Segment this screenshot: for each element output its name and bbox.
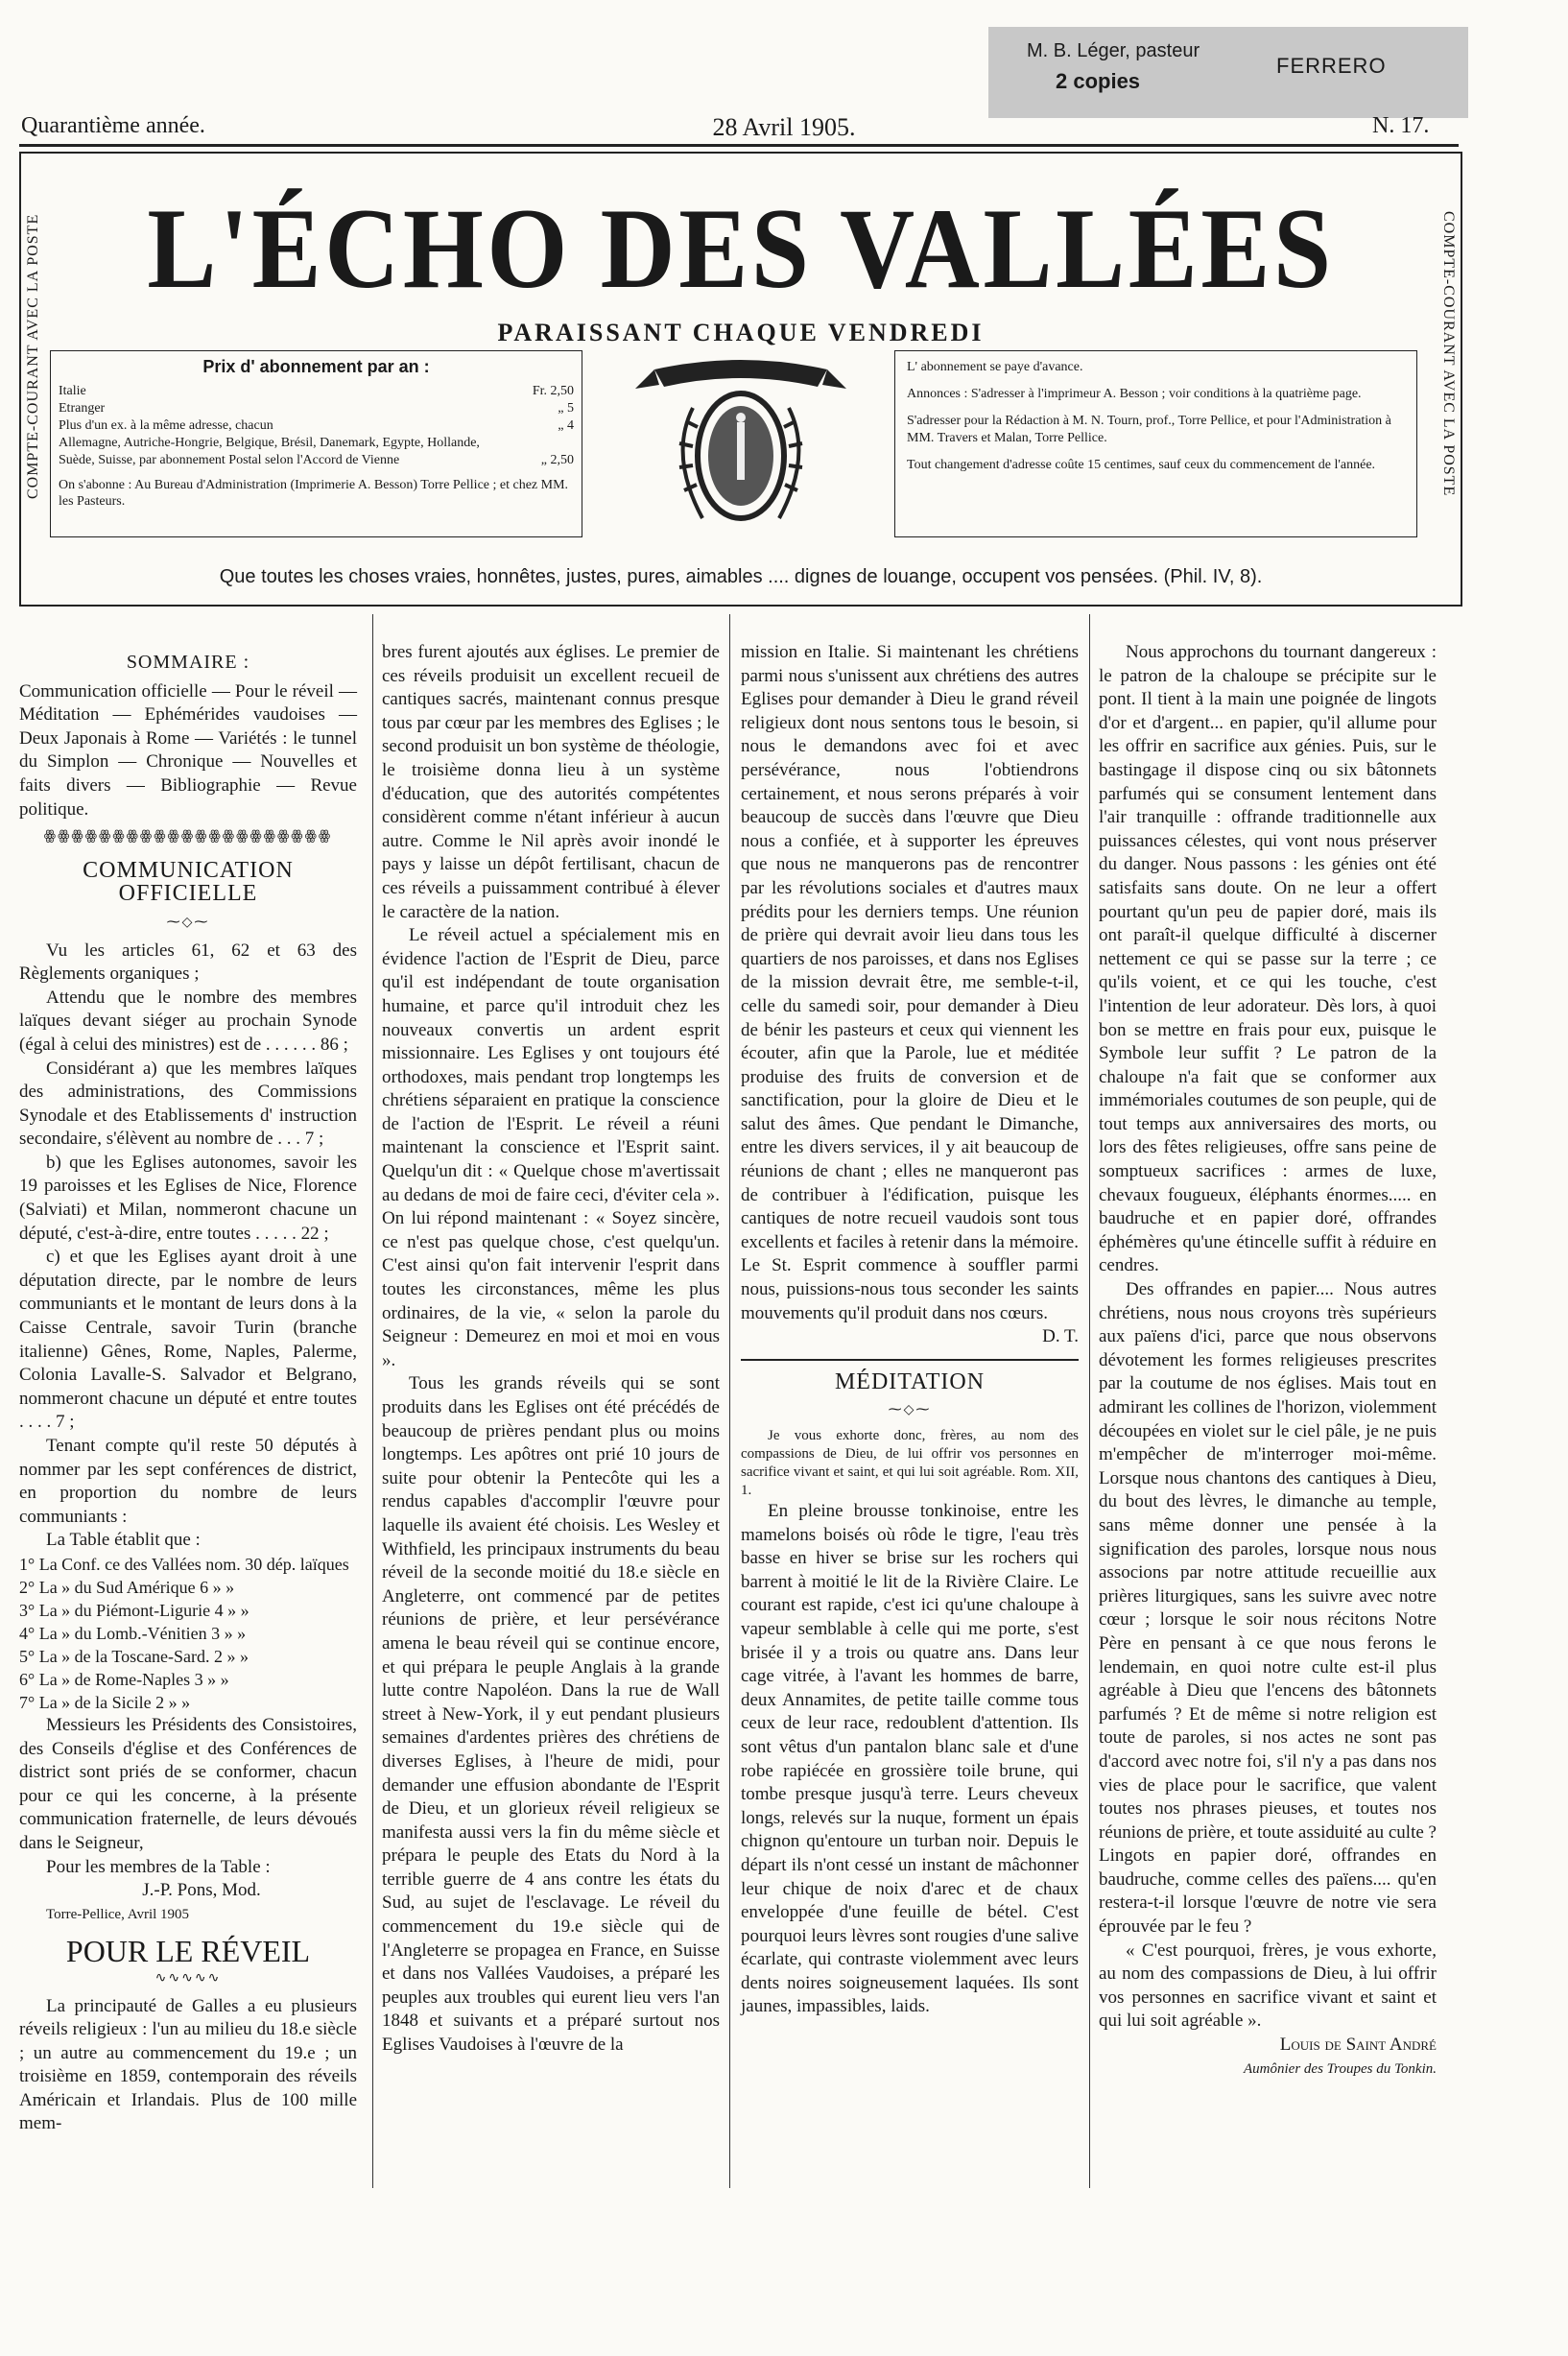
header-rule <box>19 144 1459 147</box>
waldensian-emblem-icon <box>616 350 866 542</box>
price-row: Etranger „ 5 <box>59 401 574 416</box>
paragraph: La principauté de Galles a eu plusieurs réveils religieux : l'un au milieu du 18.e siècle ; un autre au commencement du 19.e ; un troisième en 1859, contemporain des réveils Américain et Irlandais. Plus de 100 mille mem- <box>19 1995 357 2134</box>
masthead <box>19 152 1462 607</box>
signature: D. T. <box>1042 1326 1079 1347</box>
article-title: COMMUNICATION OFFICIELLE <box>83 857 294 907</box>
info-line: Annonces : S'adresser à l'imprimeur A. Besson ; voir conditions à la quatrième page. <box>907 387 1362 401</box>
paragraph: Attendu que le nombre des membres laïques devant siéger au prochain Synode (égal à celui des ministres) est de . . . . . . 86 ; <box>19 987 357 1055</box>
paragraph: Des offrandes en papier.... Nous autres chrétiens, nous nous croyons très supérieurs aux païens d'ici, parce que nous observons dévotement les formes religieuses prescrites par la coutume de nos églises. Mais tout en admirant les collines de l'horizon, violemment découpées en violet sur le ciel pâle, je ne puis m'empêcher de m'interroger moi-même. Lorsque nous chantons des cantiques à Dieu, du bout des lèvres, le dimanche au temple, sans même donner une pensée à la signification des paroles, lorsque nous nous associons par notre attitude recueillie aux prières liturgiques, sans les suivre avec notre cœur ; lorsque le soir nous récitons Notre Père en pensant à ce que nous ferons le lendemain, en quoi notre culte est-il plus agréable à Dieu que l'encens des bâtonnets parfumés ? Et de même si notre religion est toute de paroles, si nos actes ne sont pas d'accord avec notre foi, s'il n'y a pas dans nos vies de place pour le sacrifice, que valent toutes nos phrases pieuses, et toutes nos réunions de prière, et toute assiduité au culte ? Lingots en papier doré, offrandes en baudruche, comme celles des païens.... qu'en restera-t-il lorsque l'œuvre de notre vie sera éprouvée par le feu ? <box>1099 1279 1437 1938</box>
side-label-right: COMPTE-COURANT AVEC LA POSTE <box>1440 211 1457 497</box>
year-label: Quarantième année. <box>21 113 205 138</box>
newspaper-subtitle: PARAISSANT CHAQUE VENDREDI <box>497 319 985 346</box>
stamp-recipient: M. B. Léger, pasteur <box>1027 40 1200 61</box>
paragraph: La Table établit que : <box>46 1530 201 1551</box>
signature-date: Torre-Pellice, Avril 1905 <box>46 1906 190 1922</box>
table-row: 4° La » du Lomb.-Vénitien 3 » » <box>19 1623 247 1643</box>
subscription-heading: Prix d' abonnement par an : <box>202 357 430 376</box>
article-title: MÉDITATION <box>834 1368 986 1394</box>
paragraph: mission en Italie. Si maintenant les chrétiens parmi nous s'unissent aux chrétiens des autres Eglises pour demander à Dieu le grand réveil religieux dont nous sentons tous le besoin, si nous le demandons avec foi et avec persévérance, nous l'obtiendrons certainement, et nous serons préparés à voir beaucoup de succès dans l'œuvre que Dieu nous a confiée, et à supporter les épreuves que nous ne manquerons pas de rencontrer par les révolutions sociales et d'autres maux prédits pour les derniers temps. Une réunion de prière qui devrait avoir lieu dans tous les quartiers de nos paroisses, et dans nos Eglises de la mission devrait être, me semble-t-il, celle du samedi soir, pour demander à Dieu de bénir les pasteurs et ceux qui viennent les écouter, afin que la Parole, lue et méditée produise des fruits de conversion et de sanctification, pour la gloire de Dieu et le salut des âmes. Que pendant le Dimanche, entre les divers services, il y ait beaucoup de réunions de chant ; elles ne manqueront pas de contribuer à l'édification, puisque les cantiques de notre recueil vaudois sont tous excellents et faciles à retenir dans la mémoire. Le St. Esprit commence à souffler parmi nous, puissions-nous tous seconder les saints mouvements qu'il produit dans nos cœurs. <box>741 642 1079 1323</box>
ornament-divider: ∿∿∿∿∿ <box>154 1970 222 1986</box>
info-line: Tout changement d'adresse coûte 15 centimes, sauf ceux du commencement de l'année. <box>907 458 1376 472</box>
price-row: Italie Fr. 2,50 <box>59 384 574 398</box>
info-box <box>894 350 1417 537</box>
paragraph: b) que les Eglises autonomes, savoir les 19 paroisses et les Eglises de Nice, Florence (Salviati) et Milan, nommeront chacune un député, c'est-à-dire, entre toutes . . . . . 22 ; <box>19 1152 357 1244</box>
address-stamp <box>988 27 1468 118</box>
column-2 <box>382 641 720 2058</box>
divider <box>741 1359 1079 1361</box>
ornament-divider: ꙮꙮꙮꙮꙮꙮꙮꙮꙮꙮꙮꙮꙮꙮꙮꙮꙮꙮꙮꙮꙮ <box>43 829 333 845</box>
paragraph: Tous les grands réveils qui se sont produits dans les Eglises ont été précédés de beaucoup de prières pendant plus ou moins longtemps. Les apôtres ont prié 10 jours de suite pour obtenir la Pentecôte qui les a rendus capables d'accomplir l'œuvre pour laquelle ils avaient été choisis. Les Wesley et Withfield, les principaux instruments du beau réveil de la seconde moitié du 18.e siècle en Angleterre, ont commencé par de petites réunions de prière, et leur persévérance amena le beau réveil qui se continue encore, et qui prépara le peuple Anglais à la grande lutte contre Napoléon. Dans la rue de Wall street à New-York, il y eut pendant plusieurs semaines d'ardentes prières des chrétiens de diverses Eglises, à l'heure de midi, pour demander une effusion abondante de l'Esprit de Dieu, et un glorieux réveil religieux se manifesta aussi vers la fin du même siècle et prépara le peuple des Etats du Nord à la terrible guerre de 4 ans contre les états du Sud, au sujet de l'esclavage. Le réveil du commencement du 19.e siècle qui de l'Angleterre se propagea en France, en Suisse et dans nos Vallées Vaudoises, a préparé les peuples aux troubles qui eurent lieu vers l'an 1848 et suivants et a préparé surtout nos Eglises Vaudoises à l'œuvre de la <box>382 1373 720 2056</box>
paragraph: Considérant a) que les membres laïques des administrations, des Commissions Synodale et des Etablissements d' instruction secondaire, s'élèvent au nombre de . . . 7 ; <box>19 1058 357 1150</box>
motto: Que toutes les choses vraies, honnêtes, justes, pures, aimables .... dignes de louange, occupent vos pensées. (Phil. IV, 8). <box>219 566 1263 587</box>
table-row: 6° La » de Rome-Naples 3 » » <box>19 1669 229 1689</box>
paragraph: Messieurs les Présidents des Consistoires, des Conseils d'église et des Conférences de district sont priés de se conformer, chacun pour ce qui les concerne, à la présente communication fraternelle, de leurs dévoués dans le Seigneur, <box>19 1714 357 1853</box>
paragraph: En pleine brousse tonkinoise, entre les mamelons boisés où rôde le tigre, l'eau très basse en hiver se brise sur les rochers qui barrent à moitié le lit de la Rivière Claire. Le courant est rapide, c'est ici qu'une chaloupe à vapeur semblable à celle qui me porte, s'est brisée il y a trois ou quatre ans. Dans leur cage vitrée, à l'avant les hommes de barre, deux Annamites, de petite taille comme tous ceux de leur race, redoublent d'attention. Ils sont vêtus d'un pantalon blanc sale et d'une robe rapiécée en grossière toile brune, qui tombe presque jusqu'à terre. Leurs cheveux longs, relevés sur la nuque, forment un épais chignon qu'entoure un turban noir. Depuis le départ ils n'ont cessé un instant de mâchonner leur chique de noix d'arec et de chaux enveloppée d'une feuille de bétel. C'est pourquoi leurs lèvres sont rougies d'une salive écarlate, qui contraste violemment avec leurs dents noires soigneusement laquées. Ils sont jaunes, impassibles, laids. <box>741 1501 1079 2017</box>
signature: Pour les membres de la Table : <box>46 1856 271 1877</box>
price-row-countries: Allemagne, Autriche-Hongrie, Belgique, Brésil, Danemark, Egypte, Hollande, Suède, Suisse, par abonnement Postal selon l'Accord de Vienne „ 2,50 <box>59 436 574 467</box>
stamp-name: FERRERO <box>1276 54 1387 78</box>
column-rule <box>1089 614 1090 2188</box>
signature: Louis de Saint André <box>1279 2035 1437 2056</box>
paragraph: « C'est pourquoi, frères, je vous exhorte, au nom des compassions de Dieu, à lui offrir vos personnes en sacrifice vivant et saint et qui lui soit agréable ». <box>1099 1940 1437 2032</box>
sommaire-title: SOMMAIRE : <box>126 652 250 673</box>
table-row: 1° La Conf. ce des Vallées nom. 30 dép. laïques <box>19 1554 349 1574</box>
sommaire-text: Communication officielle — Pour le réveil — Méditation — Ephémérides vaudoises — Deux Japonais à Rome — Variétés : le tunnel du Simplon — Chronique — Nouvelles et faits divers — Bibliographie — Revue politique. <box>19 680 357 820</box>
signature: J.-P. Pons, Mod. <box>142 1880 261 1901</box>
paragraph: Vu les articles 61, 62 et 63 des Règlements organiques ; <box>19 940 357 985</box>
table-row: 7° La » de la Sicile 2 » » <box>19 1692 191 1712</box>
epigraph: Je vous exhorte donc, frères, au nom des compassions de Dieu, de lui offrir vos personnes en sacrifice vivant et saint, et qui lui soit agréable. Rom. XII, 1. <box>741 1428 1079 1498</box>
info-line: S'adresser pour la Rédaction à M. N. Tourn, prof., Torre Pellice, et pour l'Administration à MM. Travers et Malan, Torre Pellice. <box>907 414 1391 445</box>
table-row: 5° La » de la Toscane-Sard. 2 » » <box>19 1646 249 1666</box>
signature-role: Aumônier des Troupes du Tonkin. <box>1244 2060 1437 2077</box>
newspaper-title: L'ÉCHO DES VALLÉES <box>147 184 1335 312</box>
issue-date: 28 Avril 1905. <box>712 113 856 141</box>
paragraph: Tenant compte qu'il reste 50 députés à nommer par les sept conférences de district, en proportion du nombre de leurs communiants : <box>19 1436 357 1527</box>
issue-number: N. 17. <box>1372 113 1430 138</box>
table-row: 2° La » du Sud Amérique 6 » » <box>19 1577 235 1597</box>
price-row: Plus d'un ex. à la même adresse, chacun „ 4 <box>59 418 574 433</box>
subscription-where: On s'abonne : Au Bureau d'Administration (Imprimerie A. Besson) Torre Pellice ; et chez MM. les Pasteurs. <box>59 478 569 509</box>
column-3 <box>741 641 1079 2019</box>
column-1 <box>19 641 357 2136</box>
column-rule <box>372 614 373 2188</box>
info-line: L' abonnement se paye d'avance. <box>907 360 1083 374</box>
ornament-divider: ⁓◇⁓ <box>888 1403 932 1418</box>
column-rule <box>729 614 730 2188</box>
stamp-copies: 2 copies <box>1056 69 1141 93</box>
paragraph: bres furent ajoutés aux églises. Le premier de ces réveils produisit un excellent recueil de cantiques sacrés, maintenant connus presque tous par cœur par les membres des Eglises ; le second produisit un bon système de théologie, le troisième donna lieu à un système d'éducation, que des autorités compétentes considèrent comme n'étant inférieur à aucun autre. Comme le Nil après avoir inondé le pays y laisse un dépôt fertilisant, chacun de ces réveils a puissamment contribué à élever le caractère de la nation. <box>382 642 720 922</box>
delegates-table <box>19 1553 357 1714</box>
side-label-left: COMPTE-COURANT AVEC LA POSTE <box>25 213 41 499</box>
subscription-box <box>50 350 582 537</box>
article-title: POUR LE RÉVEIL <box>65 1934 311 1969</box>
paragraph: Le réveil actuel a spécialement mis en évidence l'action de l'Esprit de Dieu, parce qu'il est indépendant de toute organisation humaine, et parce qu'il introduit chez les nouveaux convertis un ardent esprit missionnaire. Les Eglises y ont toujours été orthodoxes, mais pendant trop longtemps les chrétiens séparaient en pratique la conscience de l'action de l'Esprit. Le réveil a réuni maintenant la conscience et l'Esprit saint. Quelqu'un dit : « Quelque chose m'avertissait au dedans de moi de faire ceci, d'éviter cela ». On lui répond maintenant : « Soyez sincère, ce n'est pas quelque chose, c'est quelqu'un. C'est ainsi qu'on fait intervenir l'esprit dans toutes les circonstances, même les plus ordinaires, de la vie, « selon la parole du Seigneur : Demeurez en moi et moi en vous ». <box>382 925 720 1370</box>
paragraph: c) et que les Eglises ayant droit à une députation directe, par le nombre de leurs communiants et le montant de leurs dons à la Caisse Centrale, savoir Turin (branche italienne) Gênes, Rome, Naples, Palerme, Colonia Lavalle-S. Salvador et Belgrano, nommeront chacune un député et entre toutes . . . . 7 ; <box>19 1247 357 1433</box>
column-4 <box>1099 641 1437 2081</box>
paragraph: Nous approchons du tournant dangereux : le patron de la chaloupe se précipite sur le pont. Il tient à la main une poignée de lingots d'or et d'argent... en papier, qu'il allume pour les offrir en sacrifice aux génies. Puis, sur le bastingage il dispose cinq ou six bâtonnets parfumés qui se consument lentement dans l'air tranquille : offrande traditionnelle aux puissances célestes, qui vont nous préserver du danger. Nous passons : les génies ont été satisfaits sans doute. On ne leur a offert pourtant qu'un peu de papier doré, mais ils ont paraît-il quelque difficulté à discerner nettement ce qui se passe sur la terre ; ce qu'ils voient, et ce qui les touche, c'est l'intention de leur adorateur. Dès lors, à quoi bon se mettre en frais pour eux, puisque le Symbole leur suffit ? Le patron de la chaloupe n'a fait que se conformer aux immémoriales coutumes de son peuple, qui de tout temps aux anniversaires des morts, ou lors des fêtes religieuses, offre sans peine de somptueux sacrifices : armes de luxe, chevaux fougueux, éléphants énormes..... en baudruche et en papier doré, offrandes éphémères qu'une étincelle suffit à réduire en cendres. <box>1099 642 1437 1276</box>
ornament-divider: ⁓◇⁓ <box>166 915 210 930</box>
table-row: 3° La » du Piémont-Ligurie 4 » » <box>19 1600 249 1620</box>
